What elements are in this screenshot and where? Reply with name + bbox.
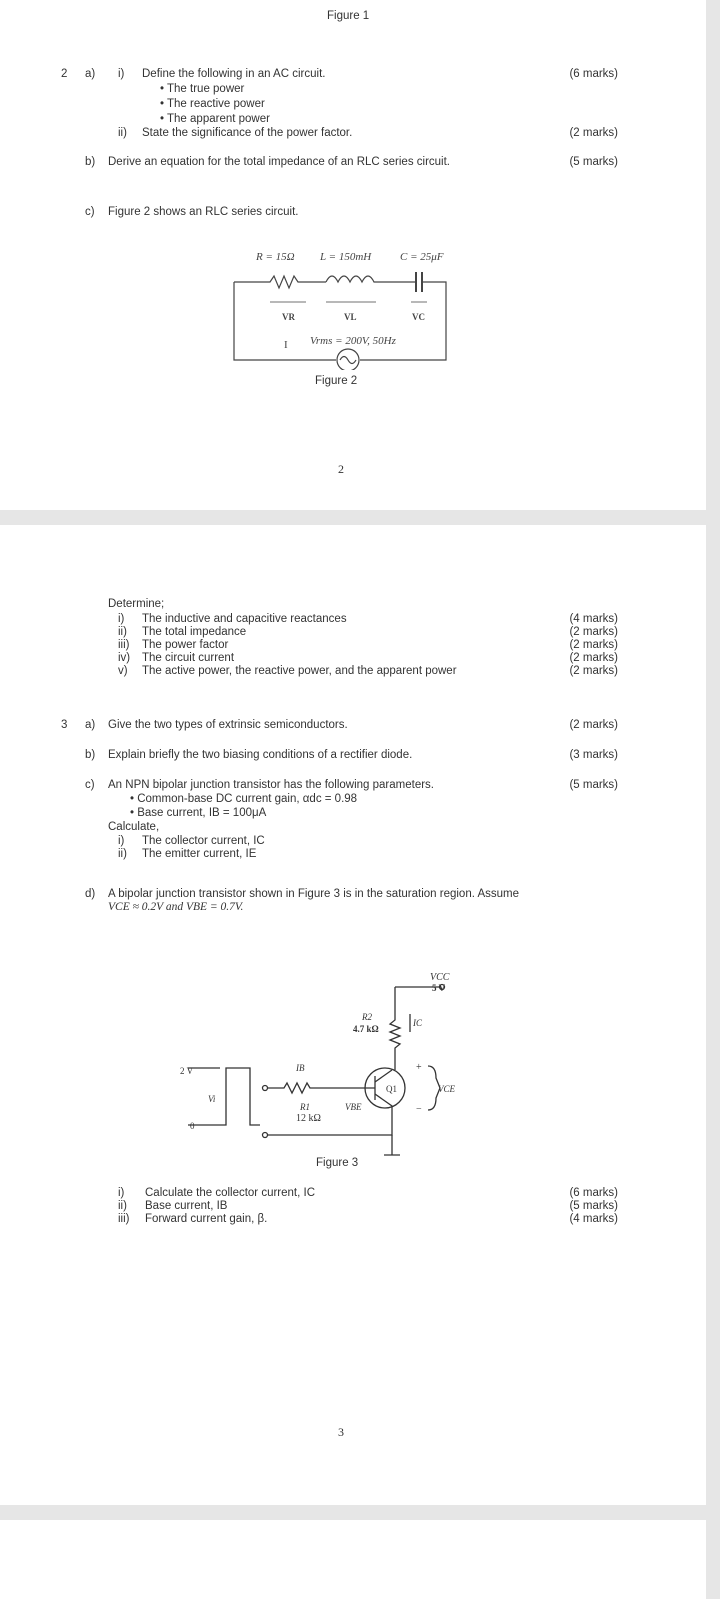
q2b-text: Derive an equation for the total impedance of an RLC series circuit.: [108, 156, 450, 168]
bullet-text: Common-base DC current gain, αdc = 0.98: [137, 793, 358, 805]
part-label: ii): [118, 1200, 127, 1212]
rlc-circuit-diagram: [220, 240, 460, 370]
q2aii-marks: (2 marks): [569, 127, 618, 139]
part-text: The power factor: [142, 639, 229, 651]
part-text: The active power, the reactive power, and the apparent power: [142, 665, 457, 677]
part-marks: (2 marks): [569, 639, 618, 651]
bullet: • The apparent power: [160, 113, 270, 125]
q3d-text: A bipolar junction transistor shown in Figure 3 is in the saturation region. Assume: [108, 888, 520, 900]
q3d-assumption: VCE ≈ 0.2V and VBE = 0.7V.: [108, 901, 244, 913]
r1-label: R1: [300, 1102, 310, 1112]
figure3-caption: Figure 3: [316, 1157, 359, 1169]
part-text: Base current, IB: [145, 1200, 228, 1212]
q2b-label: b): [85, 156, 96, 168]
resistor-label: R = 15Ω: [256, 251, 295, 263]
part-label: ii): [118, 626, 127, 638]
q3b-label: b): [85, 749, 96, 761]
ic-label: IC: [413, 1018, 422, 1028]
bullet-text: The reactive power: [167, 98, 265, 110]
q2c-label: c): [85, 206, 95, 218]
q2aii-label: ii): [118, 127, 127, 139]
q3a-label: a): [85, 719, 96, 731]
part-text: The emitter current, IE: [142, 848, 257, 860]
vcc-value: 5 V: [432, 983, 446, 993]
part-marks: (2 marks): [569, 652, 618, 664]
part-marks: (2 marks): [569, 626, 618, 638]
page-number: 2: [338, 462, 344, 476]
q3c-label: c): [85, 779, 95, 791]
q3b-marks: (3 marks): [569, 749, 618, 761]
r2-value: 4.7 kΩ: [353, 1024, 379, 1034]
part-label: i): [118, 613, 125, 625]
bullet: • Common-base DC current gain, αdc = 0.98: [130, 793, 358, 805]
part-marks: (2 marks): [569, 665, 618, 677]
part-label: iii): [118, 639, 130, 651]
part-text: Forward current gain, β.: [145, 1213, 268, 1225]
q3b-text: Explain briefly the two biasing conditions of a rectifier diode.: [108, 749, 413, 761]
bullet: • The true power: [160, 83, 245, 95]
part-text: The circuit current: [142, 652, 235, 664]
source-label: Vrms = 200V, 50Hz: [310, 335, 396, 347]
part-text: Calculate the collector current, IC: [145, 1187, 316, 1199]
q2ai-text: Define the following in an AC circuit.: [142, 68, 326, 80]
plus-sign: +: [416, 1062, 422, 1073]
q2c-text: Figure 2 shows an RLC series circuit.: [108, 206, 299, 218]
part-text: The inductive and capacitive reactances: [142, 613, 347, 625]
figure2-caption: Figure 2: [315, 375, 358, 387]
figure1-caption: Figure 1: [327, 10, 370, 22]
vc-label: VC: [412, 312, 425, 322]
page-2: [0, 525, 706, 1505]
q3a-marks: (2 marks): [569, 719, 618, 731]
minus-sign: −: [416, 1104, 422, 1115]
part-label: iv): [118, 652, 131, 664]
low-level-label: 0: [190, 1121, 195, 1131]
current-label: I: [284, 339, 288, 351]
part-label: v): [118, 665, 128, 677]
capacitor-label: C = 25μF: [400, 251, 444, 263]
bullet: • The reactive power: [160, 98, 265, 110]
high-level-label: 2 V: [180, 1066, 194, 1076]
vi-label: Vi: [208, 1094, 216, 1104]
q3-number: 3: [61, 719, 68, 731]
bullet: • Base current, IB = 100μA: [130, 807, 267, 819]
q1-label: Q1: [386, 1084, 397, 1094]
calculate-label: Calculate,: [108, 821, 160, 833]
vcc-label: VCC: [430, 972, 450, 983]
part-label: i): [118, 835, 125, 847]
part-marks: (4 marks): [569, 613, 618, 625]
r2-label: R2: [362, 1012, 372, 1022]
q2ai-marks: (6 marks): [569, 68, 618, 80]
bjt-circuit-diagram: [160, 940, 480, 1160]
q2a-label: a): [85, 68, 96, 80]
part-label: iii): [118, 1213, 130, 1225]
bullet-text: The apparent power: [167, 113, 270, 125]
part-label: ii): [118, 848, 127, 860]
q2b-marks: (5 marks): [569, 156, 618, 168]
vbe-label: VBE: [345, 1102, 362, 1112]
vce-label: VCE: [438, 1084, 455, 1094]
part-text: The total impedance: [142, 626, 247, 638]
bullet-text: The true power: [167, 83, 245, 95]
part-marks: (4 marks): [569, 1213, 618, 1225]
page-number: 3: [338, 1425, 344, 1439]
vr-label: VR: [282, 312, 295, 322]
page-1: [0, 0, 706, 510]
part-marks: (5 marks): [569, 1200, 618, 1212]
q2ai-label: i): [118, 68, 125, 80]
part-label: i): [118, 1187, 125, 1199]
determine-label: Determine;: [108, 598, 165, 610]
q3d-label: d): [85, 888, 96, 900]
ib-label: IB: [296, 1063, 305, 1073]
part-text: The collector current, IC: [142, 835, 265, 847]
page-3: [0, 1520, 706, 1599]
q2-number: 2: [61, 68, 68, 80]
vl-label: VL: [344, 312, 357, 322]
bullet-text: Base current, IB = 100μA: [137, 807, 267, 819]
q3c-text: An NPN bipolar junction transistor has the following parameters.: [108, 779, 434, 791]
inductor-label: L = 150mH: [320, 251, 372, 263]
q3a-text: Give the two types of extrinsic semiconductors.: [108, 719, 348, 731]
q3c-marks: (5 marks): [569, 779, 618, 791]
q2aii-text: State the significance of the power factor.: [142, 127, 353, 139]
part-marks: (6 marks): [569, 1187, 618, 1199]
r1-value: 12 kΩ: [296, 1113, 321, 1124]
